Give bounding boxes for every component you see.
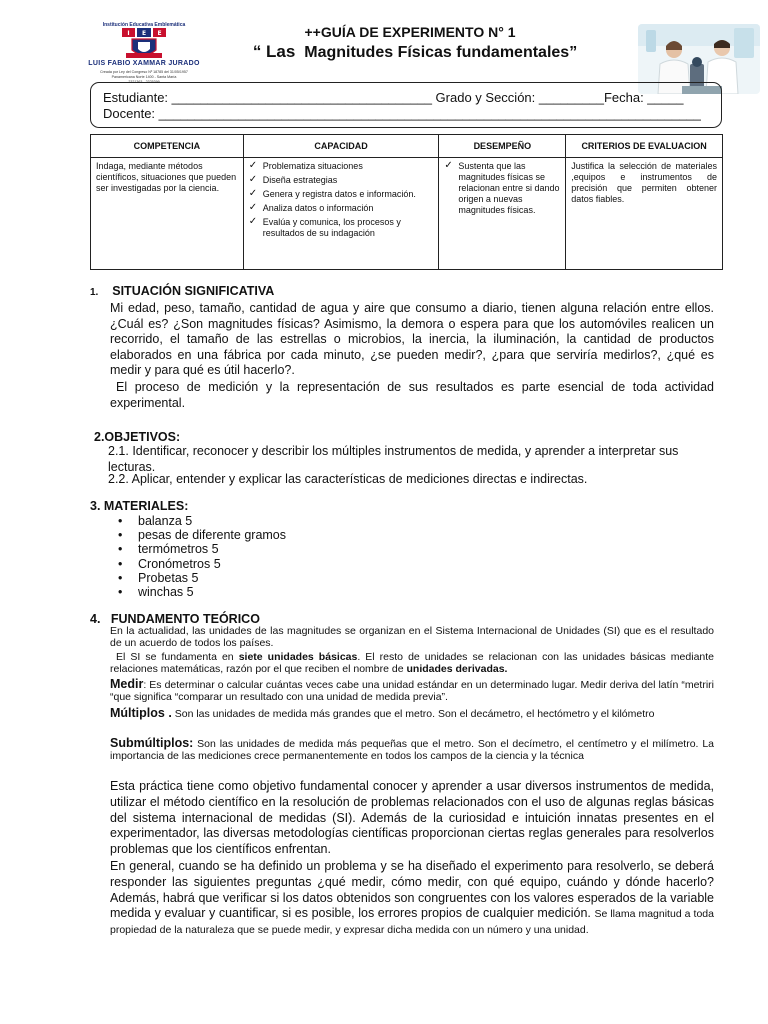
svg-text:E: E bbox=[141, 30, 147, 37]
list-item: • balanza 5 bbox=[118, 514, 286, 528]
si-text-a: El SI se fundamenta en bbox=[116, 651, 239, 663]
cell-criterios: Justifica la selección de materiales ,equipos e instrumentos de precisión que permiten obtener datos fiables. bbox=[566, 158, 723, 270]
table-header-row bbox=[91, 135, 723, 158]
list-item: • pesas de diferente gramos bbox=[118, 528, 286, 542]
materials-list bbox=[118, 514, 286, 599]
desempeno-list bbox=[444, 161, 560, 216]
theory-paragraph-1: En la actualidad, las unidades de las magnitudes se organizan en el Sistema Internacional de Unidades (SI) que es el resultado de un acuerdo de todos los países. bbox=[110, 625, 714, 650]
theory-paragraph-4-text: En general, cuando se ha definido un problema y se ha diseñado el experimento para resolverlo, se deberá responder las siguientes preguntas ¿qué medir, cómo medir, con qué equipo, cuándo y dónde hacerlo? Además, habrá que verificar si los datos obtenidos son congruentes con los valores esperados de la variable medida y evaluar y cuantificar, si es posible, los errores propios de cualquier medición. bbox=[110, 859, 714, 921]
multiplos-label: Múltiplos . bbox=[110, 706, 172, 720]
cell-competencia: Indaga, mediante métodos científicos, situaciones que pueden ser investigadas por la ciencia. bbox=[91, 158, 244, 270]
header-criterios: CRITERIOS DE EVALUACION bbox=[566, 135, 723, 158]
list-item: • termómetros 5 bbox=[118, 542, 286, 556]
objective-1-text: 2.1. Identificar, reconocer y describir los múltiples instrumentos de medida, y aprender a interpretar sus lecturas. bbox=[108, 444, 679, 474]
header-desempeno: DESEMPEÑO bbox=[439, 135, 566, 158]
subtitle-prefix: “ Las bbox=[252, 42, 296, 61]
header-capacidad: CAPACIDAD bbox=[243, 135, 439, 158]
section-4-heading bbox=[90, 612, 260, 626]
si-text-bold-b: unidades derivadas. bbox=[406, 663, 508, 676]
objective-2: 2.2. Aplicar, entender y explicar las características de mediciones directas e indirectas. bbox=[108, 472, 588, 486]
header-competencia: COMPETENCIA bbox=[91, 135, 244, 158]
logo-school-name: LUIS FABIO XAMMAR JURADO bbox=[88, 60, 200, 67]
medir-definition bbox=[110, 678, 714, 704]
submultiplos-text: Son las unidades de medida más pequeñas que el metro. Son el decímetro, el centímetro y el milímetro. La importancia de las mediciones crece permanentemente en todos los campos de la ciencia y la técnica bbox=[110, 738, 714, 763]
school-crest-icon bbox=[122, 28, 166, 60]
medir-text: : Es determinar o calcular cuántas veces cabe una unidad estándar en un determinado lugar. Medir deriva del latín “metriri “que significa “comparar un resultado con una unidad de medida previa”. bbox=[110, 679, 714, 704]
section-4-number: 4. bbox=[90, 612, 101, 626]
competence-table bbox=[90, 134, 723, 270]
objective-1 bbox=[108, 444, 698, 475]
capacidad-item: ✓ Problematiza situaciones bbox=[249, 161, 434, 172]
submultiplos-label: Submúltiplos: bbox=[110, 736, 194, 750]
theory-paragraph-3: Esta práctica tiene como objetivo fundamental conocer y aprender a usar diversos instrumentos de medida, utilizar el método científico en la resolución de problemas relacionados con el uso de algunas reglas básicas del sistema internacional de medidas (SI). Además de la curiosidad e intuición innatas presentes en el experimentador, las diversas metodologías científicas proporcionan ciertas reglas generales para resolverlos problemas que los científicos enfrentan. bbox=[110, 779, 714, 857]
si-text-b: . El resto de unidades se relacionan con las unidades básicas mediante relaciones matemáticas, razón por el que reciben el nombre de bbox=[110, 651, 715, 676]
section-1-title: SITUACIÓN SIGNIFICATIVA bbox=[112, 284, 275, 298]
cell-desempeno bbox=[439, 158, 566, 270]
student-grade-date-line[interactable]: Estudiante: ____________________________________ Grado y Sección: _________Fecha: _____ bbox=[103, 90, 684, 105]
submultiplos-definition bbox=[110, 737, 714, 763]
svg-text:I: I bbox=[127, 30, 130, 37]
school-logo bbox=[78, 22, 210, 88]
section-1-paragraph-2: El proceso de medición y la representación de sus resultados es parte esencial de toda actividad experimental. bbox=[110, 380, 714, 410]
capacidad-list bbox=[249, 161, 434, 239]
section-1-number: 1. bbox=[90, 287, 99, 298]
capacidad-item: ✓ Evalúa y comunica, los procesos y resultados de su indagación bbox=[249, 217, 434, 239]
svg-text:E: E bbox=[157, 30, 162, 37]
multiplos-definition bbox=[110, 707, 714, 720]
table-row bbox=[91, 158, 723, 270]
theory-paragraph-2 bbox=[110, 651, 714, 676]
magnitude-definition: Se llama magnitud a toda propiedad de la naturaleza que se puede medir, y expresar dicha medida con un número y una unidad. bbox=[110, 908, 714, 937]
capacidad-item: ✓ Diseña estrategias bbox=[249, 175, 434, 186]
multiplos-text: Son las unidades de medida más grandes que el metro. Son el decámetro, el hectómetro y el kilómetro bbox=[171, 708, 655, 720]
section-1-paragraph-1: Mi edad, peso, tamaño, cantidad de agua y aire que consumo a diario, tienen alguna relación entre ellos. ¿Cuál es? ¿Son magnitudes físicas? Asimismo, la demora o espera para que los automóviles realicen un recorrido, el tamaño de las estrellas o microbios, la inercia, la iluminación, la cantidad de productos elaborados en una fábrica por cada minuto, ¿se pueden medir?, ¿para que serviría medirlos?, ¿qué es medir y para qué es útil hacerlo?. bbox=[110, 301, 714, 378]
student-info-box bbox=[90, 82, 722, 128]
si-text-bold-a: siete unidades básicas bbox=[238, 651, 358, 663]
logo-line-2: Panamericana Norte 1400 - Santa María bbox=[111, 75, 177, 79]
capacidad-item: ✓ Analiza datos o información bbox=[249, 203, 434, 214]
section-1-heading bbox=[90, 284, 274, 298]
capacidad-item: ✓ Genera y registra datos e información. bbox=[249, 189, 434, 200]
medir-label: Medir bbox=[110, 677, 144, 691]
list-item: • winchas 5 bbox=[118, 585, 286, 599]
logo-line-3: 2321363 - 2325399 bbox=[128, 80, 160, 84]
theory-paragraph-4 bbox=[110, 859, 714, 938]
section-4-title: FUNDAMENTO TEÓRICO bbox=[110, 612, 260, 626]
teacher-line[interactable]: Docente: ___________________________________________________________________________ bbox=[103, 106, 701, 121]
list-item: • Cronómetros 5 bbox=[118, 557, 286, 571]
desempeno-item: ✓ Sustenta que las magnitudes físicas se relacionan entre si dando origen a nuevas magnitudes físicas. bbox=[444, 161, 560, 216]
logo-line-1: Creada por Ley del Congreso Nº 18785 del 31/05/1957 bbox=[100, 70, 188, 74]
section-3-title: 3. MATERIALES: bbox=[90, 499, 189, 513]
cell-capacidad bbox=[243, 158, 439, 270]
guide-title: ++GUÍA DE EXPERIMENTO N° 1 bbox=[304, 24, 516, 40]
list-item: • Probetas 5 bbox=[118, 571, 286, 585]
logo-school-label: Institución Educativa Emblemática bbox=[102, 22, 186, 28]
section-2-title: 2.OBJETIVOS: bbox=[94, 430, 181, 444]
guide-subtitle bbox=[230, 42, 600, 62]
subtitle-rest: Magnitudes Físicas fundamentales” bbox=[304, 44, 578, 61]
